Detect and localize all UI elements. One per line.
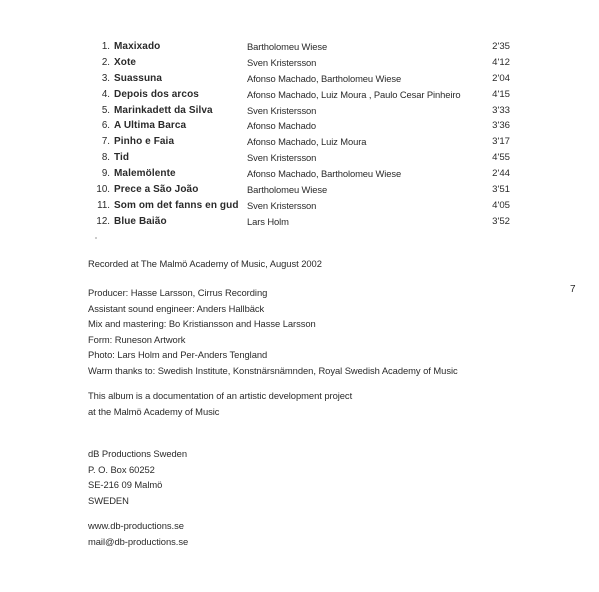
track-duration: 4'55 — [492, 152, 510, 164]
track-row — [90, 182, 510, 198]
track-title: Marinkadett da Silva — [114, 104, 213, 116]
track-number: 1. — [101, 41, 110, 52]
track-row — [90, 134, 510, 150]
track-duration: 3'36 — [492, 120, 510, 132]
track-title: Blue Baião — [114, 215, 167, 227]
track-duration: 4'05 — [492, 199, 510, 211]
track-row — [90, 39, 510, 55]
credit-line: Producer: Hasse Larsson, Cirrus Recording — [88, 287, 268, 298]
track-title: Suassuna — [114, 72, 163, 84]
track-row — [90, 198, 510, 214]
track-duration: 2'04 — [492, 72, 510, 84]
track-composer: Sven Kristersson — [247, 104, 317, 116]
track-row — [90, 55, 510, 71]
track-number: 11. — [97, 199, 110, 211]
track-title: Depois dos arcos — [114, 88, 199, 100]
credit-line: Mix and mastering: Bo Kristiansson and Hasse Larsson — [88, 318, 316, 330]
track-duration: 3'51 — [492, 184, 510, 196]
address-block — [88, 446, 187, 508]
track-title: Malemölente — [114, 168, 176, 180]
track-duration: 2'35 — [492, 41, 510, 52]
track-composer: Afonso Machado — [247, 120, 316, 132]
track-composer: Afonso Machado, Bartholomeu Wiese — [247, 72, 402, 84]
track-composer: Sven Kristersson — [247, 152, 317, 164]
track-row — [90, 87, 510, 103]
track-row — [90, 214, 510, 230]
track-title: Prece a São João — [114, 184, 199, 196]
track-number: 3. — [101, 72, 110, 84]
credit-line: Warm thanks to: Swedish Institute, Konstnärsnämnden, Royal Swedish Academy of Music — [88, 364, 458, 376]
track-duration: 4'12 — [492, 56, 510, 68]
track-number: 5. — [101, 104, 110, 116]
track-list — [90, 39, 510, 230]
track-row — [90, 103, 510, 119]
track-number: 9. — [101, 168, 110, 180]
track-title: Xote — [114, 56, 137, 68]
track-row — [90, 150, 510, 166]
credit-line: Photo: Lars Holm and Per-Anders Tengland — [88, 349, 268, 361]
track-duration: 3'33 — [492, 104, 510, 116]
credit-line: Assistant sound engineer: Anders Hallbäck — [88, 302, 265, 314]
about-block — [88, 388, 352, 419]
track-number: 8. — [101, 152, 110, 164]
track-title: Maxixado — [114, 41, 161, 52]
page-number: 7 — [570, 284, 576, 295]
track-duration: 3'17 — [492, 136, 510, 148]
address-line: SE-216 09 Malmö — [88, 479, 163, 491]
website-link[interactable]: www.db-productions.se — [88, 520, 184, 531]
track-composer: Bartholomeu Wiese — [247, 41, 328, 52]
track-number: 10. — [96, 184, 110, 196]
track-duration: 3'52 — [492, 215, 510, 227]
track-row — [90, 166, 510, 182]
credits-block — [88, 285, 458, 379]
track-composer: Bartholomeu Wiese — [247, 184, 328, 196]
track-composer: Sven Kristersson — [247, 56, 317, 68]
track-number: 6. — [101, 120, 110, 132]
print-speck — [95, 237, 97, 239]
track-title: Pinho e Faia — [114, 136, 175, 148]
track-title: Tid — [114, 152, 130, 164]
track-duration: 4'15 — [492, 88, 510, 100]
credit-line: Form: Runeson Artwork — [88, 333, 186, 345]
track-duration: 2'44 — [492, 168, 510, 180]
track-composer: Sven Kristersson — [247, 199, 317, 211]
email-link[interactable]: mail@db-productions.se — [88, 535, 189, 547]
track-composer: Afonso Machado, Luiz Moura — [247, 136, 367, 148]
track-title: Som om det fanns en gud — [114, 199, 239, 211]
track-row — [90, 118, 510, 134]
recording-info — [88, 256, 322, 272]
contact-block — [88, 518, 188, 549]
track-composer: Afonso Machado, Bartholomeu Wiese — [247, 168, 402, 180]
track-composer: Afonso Machado, Luiz Moura , Paulo Cesar Pinheiro — [247, 88, 461, 100]
about-line: at the Malmö Academy of Music — [88, 405, 220, 417]
track-title: A Ultima Barca — [114, 120, 187, 132]
address-line: SWEDEN — [88, 494, 129, 506]
track-number: 12. — [96, 215, 110, 227]
track-number: 4. — [101, 88, 110, 100]
address-line: dB Productions Sweden — [88, 448, 188, 459]
track-row — [90, 71, 510, 87]
about-line: This album is a documentation of an artistic development project — [88, 390, 353, 401]
recorded-line: Recorded at The Malmö Academy of Music, August 2002 — [88, 258, 322, 269]
track-number: 2. — [101, 56, 110, 68]
address-line: P. O. Box 60252 — [88, 463, 155, 475]
track-composer: Lars Holm — [247, 215, 289, 227]
track-number: 7. — [101, 136, 110, 148]
